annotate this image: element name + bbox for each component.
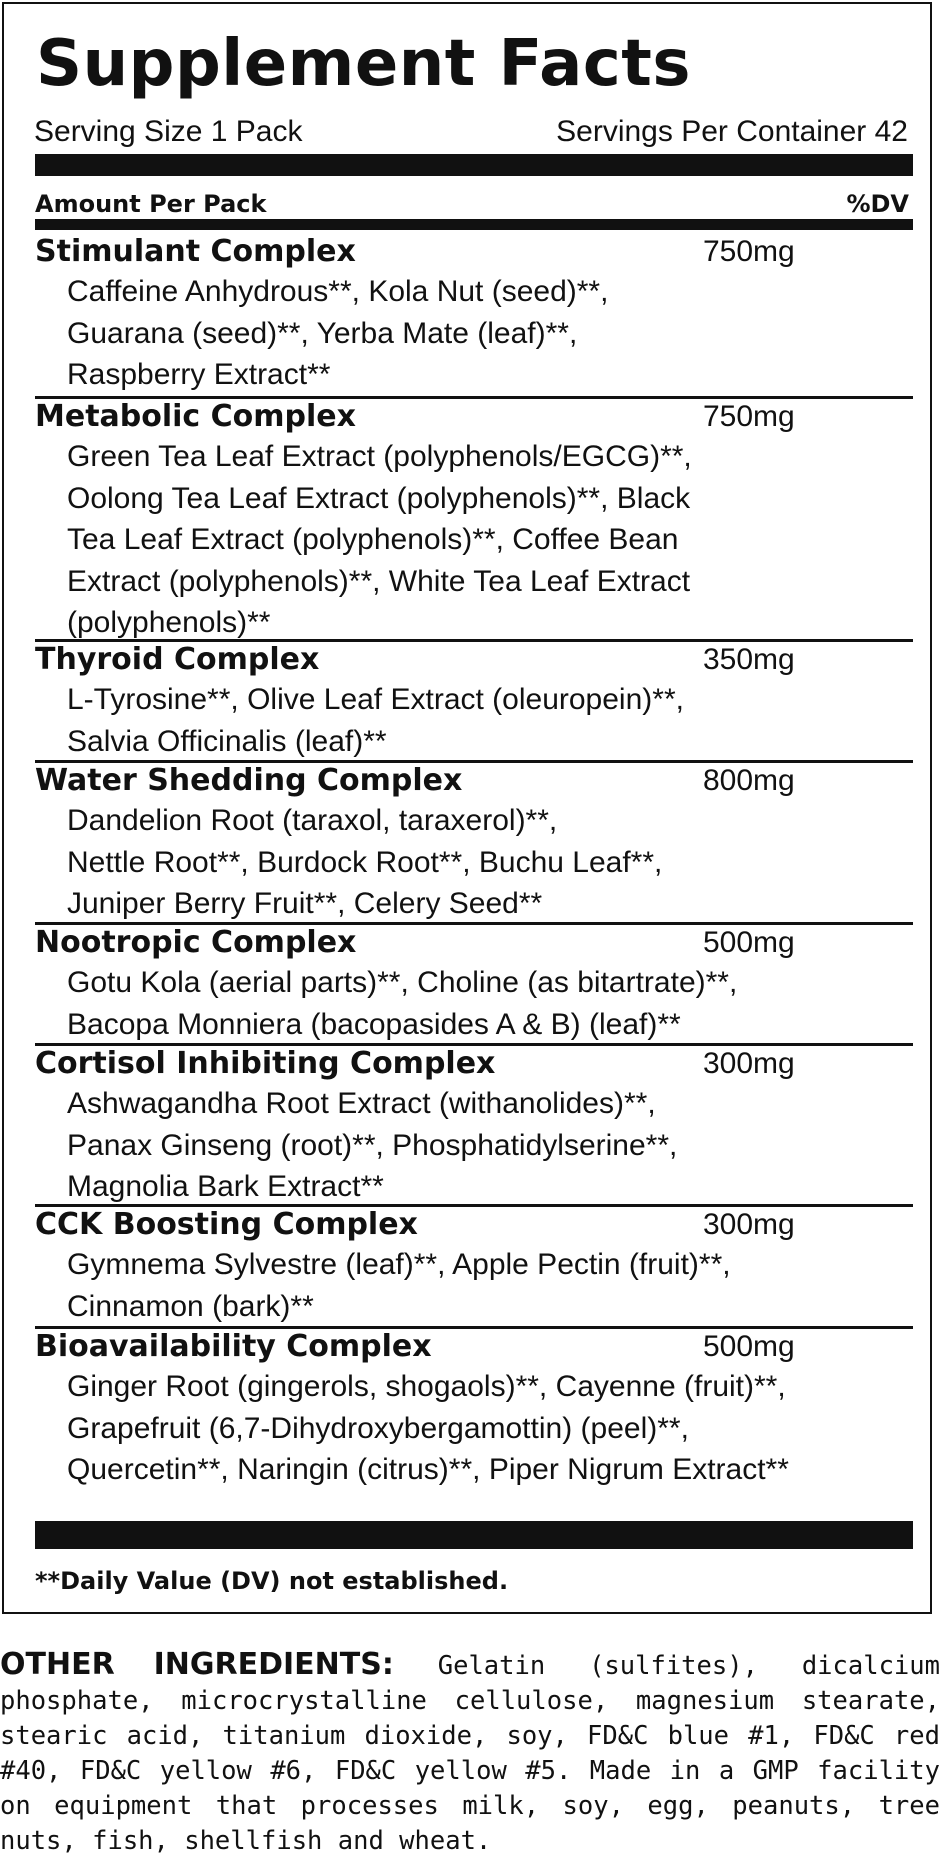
complex-amount: 750mg (703, 400, 795, 433)
other-ingredients-label: OTHER INGREDIENTS: (0, 1647, 394, 1682)
complex-name: Cortisol Inhibiting Complex (35, 1046, 496, 1081)
complex-name: Thyroid Complex (35, 642, 320, 677)
ingredient-line: Grapefruit (6,7-Dihydroxybergamottin) (peel)**, (67, 1411, 689, 1445)
dv-footnote: **Daily Value (DV) not established. (35, 1567, 509, 1595)
ingredient-line: Raspberry Extract** (67, 358, 331, 391)
complex-amount: 300mg (703, 1208, 795, 1241)
complex-amount: 750mg (703, 235, 795, 268)
complex-name: Bioavailability Complex (35, 1329, 432, 1364)
ingredient-line: Salvia Officinalis (leaf)** (67, 724, 387, 758)
supplement-facts-panel (2, 2, 932, 1614)
ingredient-line: Juniper Berry Fruit**, Celery Seed** (67, 887, 543, 920)
ingredient-line: L-Tyrosine**, Olive Leaf Extract (oleuropein)**, (67, 683, 684, 716)
complex-ingredients (67, 800, 897, 925)
complex-ingredients (67, 436, 897, 644)
ingredient-line: Magnolia Bark Extract** (67, 1170, 384, 1203)
complex-name: Nootropic Complex (35, 925, 357, 960)
ingredient-line: Guarana (seed)**, Yerba Mate (leaf)**, (67, 316, 578, 350)
complex-ingredients (67, 1366, 897, 1491)
ingredient-line: Dandelion Root (taraxol, taraxerol)**, (67, 804, 558, 837)
ingredient-line: (polyphenols)** (67, 606, 271, 639)
amount-per-pack-label: Amount Per Pack (35, 190, 267, 218)
complex-amount: 300mg (703, 1047, 795, 1080)
panel-title: Supplement Facts (36, 27, 691, 101)
complex-amount: 500mg (703, 1330, 795, 1363)
complex-ingredients (67, 962, 897, 1045)
thick-divider-bottom (35, 1521, 913, 1549)
other-ingredients-text: Gelatin (sulfites), dicalcium phosphate, microcrystalline cellulose, magnesium stearate, stearic acid, titanium dioxide, soy, FD&C blue #1, FD&C red #40, FD&C yellow #6, FD&C yellow #5. Made in a GMP facility on equipment that processes milk, soy, egg, peanuts, tree nuts, fish, shellfish and wheat. (0, 1651, 940, 1856)
complex-amount: 800mg (703, 764, 795, 797)
ingredient-line: Quercetin**, Naringin (citrus)**, Piper Nigrum Extract** (67, 1453, 789, 1486)
ingredient-line: Ginger Root (gingerols, shogaols)**, Cayenne (fruit)**, (67, 1370, 786, 1403)
complex-name: Stimulant Complex (35, 234, 356, 269)
servings-per-container: Servings Per Container 42 (556, 115, 908, 148)
ingredient-line: Oolong Tea Leaf Extract (polyphenols)**, Black (67, 481, 691, 515)
complex-ingredients (67, 1244, 897, 1327)
ingredient-line: Gymnema Sylvestre (leaf)**, Apple Pectin (fruit)**, (67, 1248, 731, 1281)
medium-divider (35, 219, 913, 230)
serving-size: Serving Size 1 Pack (34, 115, 303, 148)
complex-amount: 500mg (703, 926, 795, 959)
complex-name: Metabolic Complex (35, 399, 357, 434)
complex-ingredients (67, 679, 897, 762)
ingredient-line: Caffeine Anhydrous**, Kola Nut (seed)**, (67, 275, 609, 308)
ingredient-line: Ashwagandha Root Extract (withanolides)**, (67, 1087, 656, 1120)
other-ingredients (0, 1647, 940, 1859)
ingredient-line: Green Tea Leaf Extract (polyphenols/EGCG)**, (67, 440, 692, 473)
ingredient-line: Bacopa Monniera (bacopasides A & B) (leaf)** (67, 1007, 681, 1041)
ingredient-line: Gotu Kola (aerial parts)**, Choline (as bitartrate)**, (67, 966, 738, 999)
ingredient-line: Tea Leaf Extract (polyphenols)**, Coffee Bean (67, 523, 679, 556)
ingredient-line: Cinnamon (bark)** (67, 1289, 314, 1323)
ingredient-line: Panax Ginseng (root)**, Phosphatidylserine**, (67, 1128, 678, 1162)
ingredient-line: Extract (polyphenols)**, White Tea Leaf Extract (67, 564, 691, 598)
complex-name: CCK Boosting Complex (35, 1207, 418, 1242)
dv-header: %DV (846, 190, 909, 218)
thick-divider-top (35, 154, 913, 176)
complex-amount: 350mg (703, 643, 795, 676)
complex-ingredients (67, 1083, 897, 1208)
ingredient-line: Nettle Root**, Burdock Root**, Buchu Leaf**, (67, 845, 663, 879)
complex-name: Water Shedding Complex (35, 763, 463, 798)
complex-ingredients (67, 271, 897, 396)
